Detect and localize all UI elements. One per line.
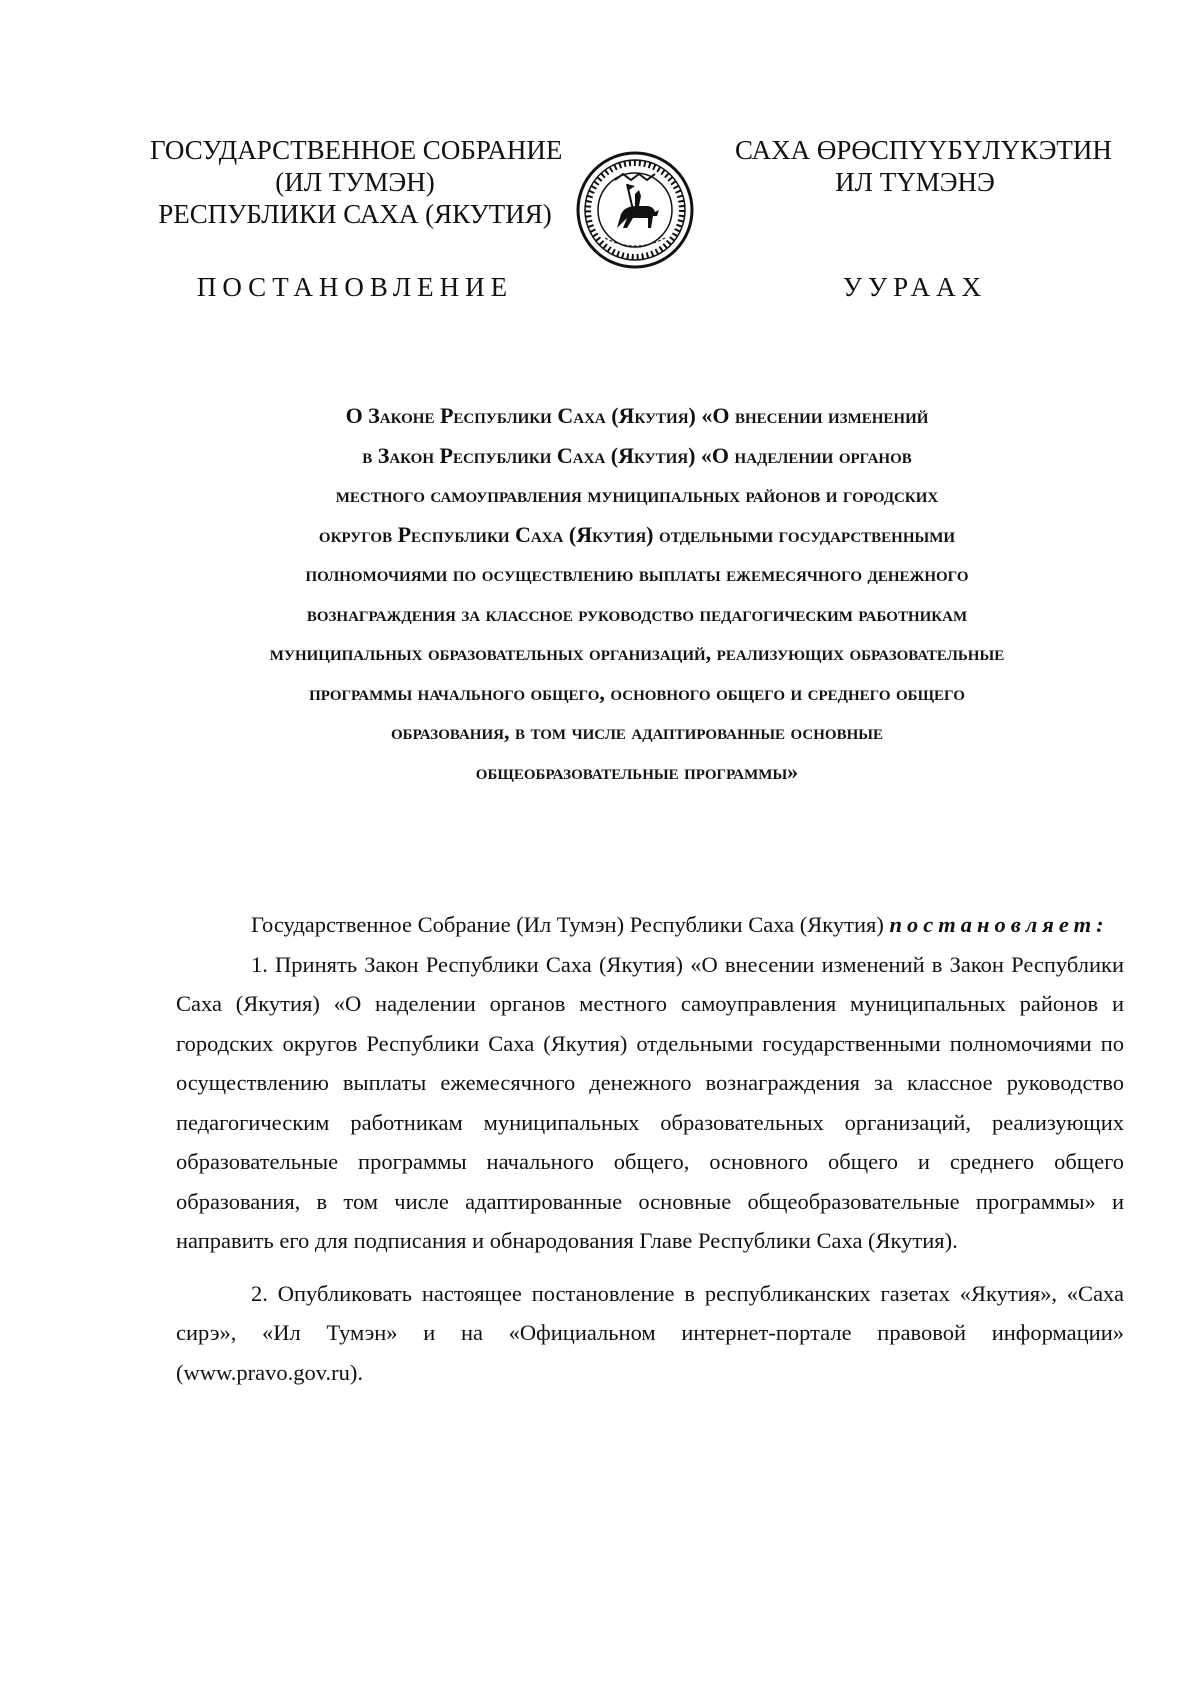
header-left-line: РЕСПУБЛИКИ САХА (ЯКУТИЯ) [158,199,552,229]
header-left-line: (ИЛ ТУМЭН) [275,167,435,197]
header-left-line: ГОСУДАРСТВЕННОЕ СОБРАНИЕ [150,135,563,165]
item-2-paragraph: 2. Опубликовать настоящее постановление в республиканских газетах «Якутия», «Саха сирэ», «Ил Тумэн» и на «Официальном интернет-портале правовой информации» (www.pravo.gov.ru). [176,1280,1124,1385]
header-right-line: ИЛ ТҮМЭНЭ [835,167,995,197]
resolution-title [150,396,1124,791]
intro-paragraph [176,905,1124,945]
intro-text: Государственное Собрание (Ил Тумэн) Республики Саха (Якутия) [251,912,884,937]
state-seal-icon [575,150,695,270]
resolves-word: постановляет: [889,912,1109,937]
header-right-yakut [735,134,1112,198]
title-line: полномочиями по осуществлению выплаты ежемесячного денежного [305,561,969,586]
title-line: муниципальных образовательных организаций, реализующих образовательные [269,640,1005,665]
title-line: вознаграждения за классное руководство педагогическим работникам [306,600,968,626]
title-line: общеобразовательные программы» [475,758,799,784]
title-line: округов Республики Саха (Якутия) отдельными государственными [318,521,956,547]
resolution-body [176,905,1124,1392]
title-line: местного самоуправления муниципальных районов и городских [335,482,939,507]
header-right-line: САХА ӨРӨСПҮҮБҮЛҮКЭТИН [735,135,1112,165]
title-line: О Законе Республики Саха (Якутия) «О внесении изменений [345,403,929,428]
header-left-russian [150,134,563,230]
doc-type-yakut: УУРААХ [842,272,988,302]
doc-type-russian: ПОСТАНОВЛЕНИЕ [196,272,514,302]
title-line: образования, в том числе адаптированные основные [391,719,883,744]
title-line: в Закон Республики Саха (Якутия) «О наделении органов [362,442,912,468]
title-line: программы начального общего, основного общего и среднего общего [309,679,965,705]
item-1-paragraph: 1. Принять Закон Республики Саха (Якутия) «О внесении изменений в Закон Республики Саха (Якутия) «О наделении органов местного самоуправления муниципальных районов и городских округов Республики Саха (Якутия) отдельными государственными полномочиями по осуществлению выплаты ежемесячного денежного вознаграждения за классное руководство педагогическим работникам муниципальных образовательных организаций, реализующих образовательные программы начального общего, основного общего и среднего общего образования, в том числе адаптированные основные общеобразовательные программы» и направить его для подписания и обнародования Главе Республики Саха (Якутия). [176,951,1124,1253]
